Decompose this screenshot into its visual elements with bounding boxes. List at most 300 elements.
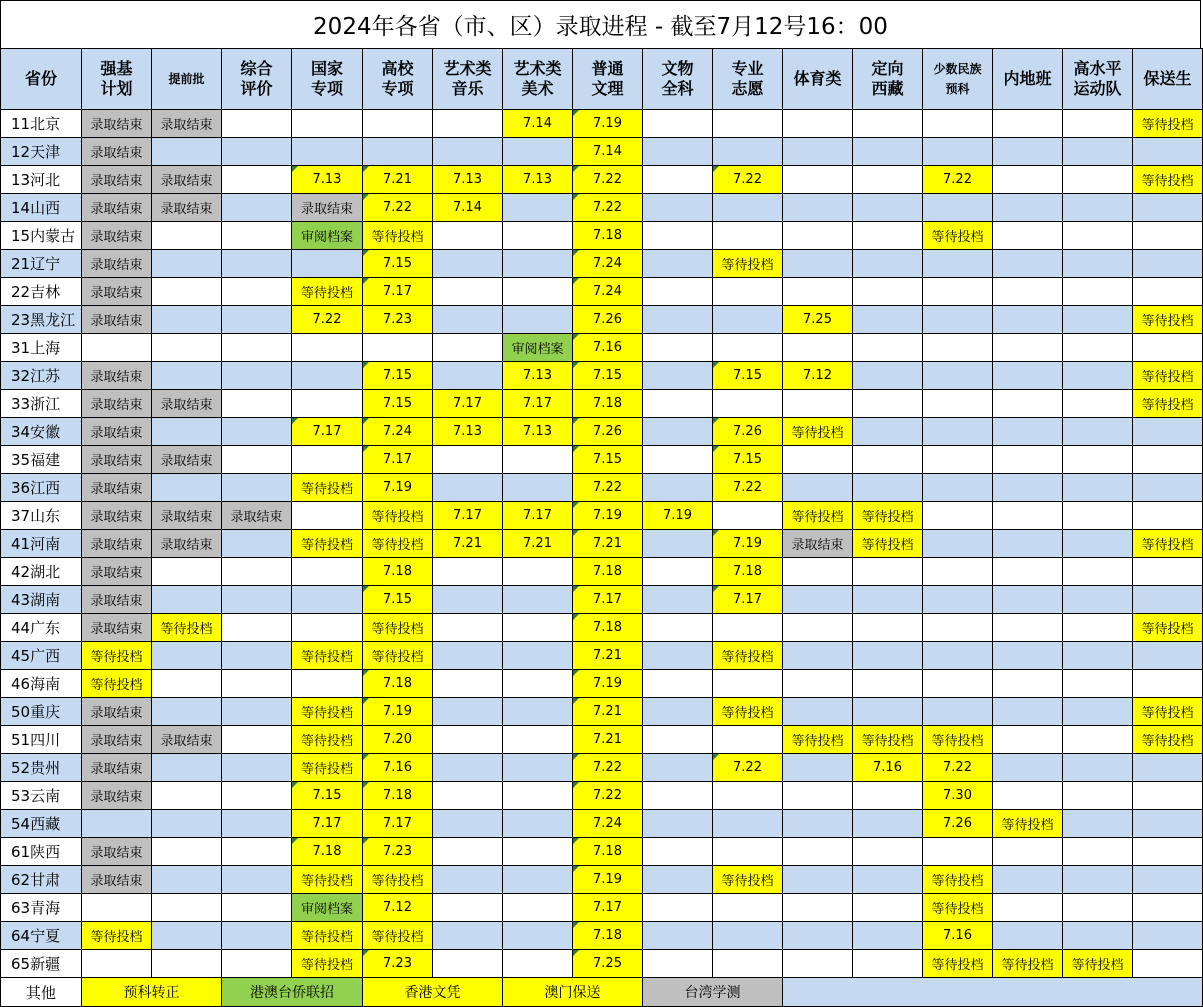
status-cell[interactable]: 7.18: [573, 558, 643, 586]
status-cell[interactable]: [643, 698, 713, 726]
status-cell[interactable]: [853, 614, 923, 642]
status-cell[interactable]: 录取结束: [152, 194, 222, 222]
status-cell[interactable]: 7.17: [433, 390, 503, 418]
status-cell[interactable]: 7.19: [363, 698, 433, 726]
status-cell[interactable]: 等待投档: [923, 950, 993, 978]
status-cell[interactable]: [152, 922, 222, 950]
status-cell[interactable]: [993, 194, 1063, 222]
status-cell[interactable]: 7.12: [783, 362, 853, 390]
status-cell[interactable]: 7.17: [363, 446, 433, 474]
status-cell[interactable]: [222, 278, 292, 306]
status-cell[interactable]: [1063, 754, 1133, 782]
status-cell[interactable]: [1063, 138, 1133, 166]
status-cell[interactable]: 录取结束: [82, 222, 152, 250]
status-cell[interactable]: [993, 278, 1063, 306]
status-cell[interactable]: 等待投档: [713, 866, 783, 894]
status-cell[interactable]: 录取结束: [82, 754, 152, 782]
status-cell[interactable]: [152, 306, 222, 334]
status-cell[interactable]: 7.17: [292, 810, 363, 838]
header-cell[interactable]: [923, 49, 993, 110]
header-cell[interactable]: [1063, 49, 1133, 110]
status-cell[interactable]: 等待投档: [993, 950, 1063, 978]
status-cell[interactable]: [923, 306, 993, 334]
status-cell[interactable]: [152, 670, 222, 698]
status-cell[interactable]: [1133, 838, 1203, 866]
status-cell[interactable]: [853, 866, 923, 894]
status-cell[interactable]: [433, 922, 503, 950]
status-cell[interactable]: [1063, 614, 1133, 642]
status-cell[interactable]: [1133, 278, 1203, 306]
footer-label[interactable]: 其他: [1, 978, 82, 1007]
status-cell[interactable]: [433, 306, 503, 334]
status-cell[interactable]: [643, 866, 713, 894]
status-cell[interactable]: [853, 306, 923, 334]
status-cell[interactable]: [433, 362, 503, 390]
status-cell[interactable]: 7.26: [573, 418, 643, 446]
status-cell[interactable]: [1133, 138, 1203, 166]
status-cell[interactable]: [923, 586, 993, 614]
status-cell[interactable]: [993, 166, 1063, 194]
status-cell[interactable]: 等待投档: [923, 726, 993, 754]
status-cell[interactable]: 7.15: [363, 250, 433, 278]
status-cell[interactable]: 7.22: [923, 166, 993, 194]
status-cell[interactable]: 录取结束: [82, 586, 152, 614]
status-cell[interactable]: 7.22: [573, 474, 643, 502]
status-cell[interactable]: [433, 642, 503, 670]
status-cell[interactable]: 7.14: [573, 138, 643, 166]
status-cell[interactable]: [713, 306, 783, 334]
status-cell[interactable]: [433, 278, 503, 306]
status-cell[interactable]: [152, 474, 222, 502]
province-cell[interactable]: 63青海: [1, 894, 82, 922]
status-cell[interactable]: [503, 670, 573, 698]
status-cell[interactable]: [433, 250, 503, 278]
status-cell[interactable]: [993, 922, 1063, 950]
status-cell[interactable]: [853, 278, 923, 306]
status-cell[interactable]: [993, 670, 1063, 698]
status-cell[interactable]: [433, 138, 503, 166]
status-cell[interactable]: 7.13: [292, 166, 363, 194]
status-cell[interactable]: 等待投档: [713, 698, 783, 726]
status-cell[interactable]: [1063, 530, 1133, 558]
status-cell[interactable]: 等待投档: [363, 614, 433, 642]
status-cell[interactable]: 录取结束: [82, 838, 152, 866]
status-cell[interactable]: [783, 474, 853, 502]
status-cell[interactable]: [853, 138, 923, 166]
status-cell[interactable]: 录取结束: [82, 558, 152, 586]
status-cell[interactable]: [1063, 894, 1133, 922]
status-cell[interactable]: 录取结束: [82, 110, 152, 138]
status-cell[interactable]: [222, 222, 292, 250]
status-cell[interactable]: [82, 334, 152, 362]
status-cell[interactable]: [433, 474, 503, 502]
status-cell[interactable]: [433, 334, 503, 362]
status-cell[interactable]: [643, 726, 713, 754]
province-cell[interactable]: 34安徽: [1, 418, 82, 446]
status-cell[interactable]: 7.18: [573, 614, 643, 642]
status-cell[interactable]: [503, 950, 573, 978]
status-cell[interactable]: 7.22: [363, 194, 433, 222]
status-cell[interactable]: 7.13: [503, 166, 573, 194]
status-cell[interactable]: [503, 922, 573, 950]
status-cell[interactable]: [222, 166, 292, 194]
status-cell[interactable]: [433, 698, 503, 726]
province-cell[interactable]: 45广西: [1, 642, 82, 670]
status-cell[interactable]: [433, 754, 503, 782]
status-cell[interactable]: [783, 390, 853, 418]
status-cell[interactable]: 7.25: [783, 306, 853, 334]
status-cell[interactable]: [222, 446, 292, 474]
status-cell[interactable]: 录取结束: [82, 474, 152, 502]
status-cell[interactable]: [222, 838, 292, 866]
status-cell[interactable]: [993, 866, 1063, 894]
status-cell[interactable]: [222, 614, 292, 642]
status-cell[interactable]: [503, 838, 573, 866]
status-cell[interactable]: [433, 950, 503, 978]
status-cell[interactable]: [993, 642, 1063, 670]
status-cell[interactable]: 等待投档: [1063, 950, 1133, 978]
status-cell[interactable]: [993, 838, 1063, 866]
status-cell[interactable]: [853, 698, 923, 726]
status-cell[interactable]: 7.15: [363, 586, 433, 614]
province-cell[interactable]: 46海南: [1, 670, 82, 698]
status-cell[interactable]: [853, 782, 923, 810]
status-cell[interactable]: [783, 614, 853, 642]
status-cell[interactable]: [503, 474, 573, 502]
status-cell[interactable]: [993, 586, 1063, 614]
status-cell[interactable]: [503, 726, 573, 754]
status-cell[interactable]: 7.19: [573, 670, 643, 698]
status-cell[interactable]: 等待投档: [363, 922, 433, 950]
status-cell[interactable]: [643, 474, 713, 502]
status-cell[interactable]: [1063, 362, 1133, 390]
status-cell[interactable]: 录取结束: [82, 390, 152, 418]
status-cell[interactable]: [1133, 866, 1203, 894]
status-cell[interactable]: [433, 838, 503, 866]
status-cell[interactable]: [923, 474, 993, 502]
status-cell[interactable]: [1063, 306, 1133, 334]
status-cell[interactable]: [643, 782, 713, 810]
status-cell[interactable]: [783, 866, 853, 894]
status-cell[interactable]: 等待投档: [292, 922, 363, 950]
status-cell[interactable]: 等待投档: [783, 418, 853, 446]
status-cell[interactable]: 录取结束: [82, 306, 152, 334]
status-cell[interactable]: 等待投档: [82, 922, 152, 950]
status-cell[interactable]: 等待投档: [82, 670, 152, 698]
status-cell[interactable]: [993, 474, 1063, 502]
status-cell[interactable]: 7.22: [573, 754, 643, 782]
status-cell[interactable]: 录取结束: [82, 446, 152, 474]
status-cell[interactable]: 等待投档: [1133, 166, 1203, 194]
status-cell[interactable]: [713, 810, 783, 838]
status-cell[interactable]: [783, 334, 853, 362]
status-cell[interactable]: [783, 922, 853, 950]
status-cell[interactable]: 7.21: [573, 698, 643, 726]
status-cell[interactable]: [1063, 502, 1133, 530]
province-cell[interactable]: 35福建: [1, 446, 82, 474]
status-cell[interactable]: 等待投档: [853, 726, 923, 754]
status-cell[interactable]: [433, 810, 503, 838]
province-cell[interactable]: 21辽宁: [1, 250, 82, 278]
status-cell[interactable]: [783, 110, 853, 138]
status-cell[interactable]: 7.19: [363, 474, 433, 502]
status-cell[interactable]: 录取结束: [82, 698, 152, 726]
status-cell[interactable]: 录取结束: [82, 250, 152, 278]
status-cell[interactable]: [993, 362, 1063, 390]
status-cell[interactable]: 7.19: [573, 110, 643, 138]
status-cell[interactable]: [152, 894, 222, 922]
status-cell[interactable]: [643, 194, 713, 222]
status-cell[interactable]: [1133, 642, 1203, 670]
status-cell[interactable]: 录取结束: [82, 530, 152, 558]
status-cell[interactable]: 7.24: [573, 810, 643, 838]
status-cell[interactable]: 等待投档: [152, 614, 222, 642]
status-cell[interactable]: [503, 446, 573, 474]
status-cell[interactable]: [713, 222, 783, 250]
status-cell[interactable]: [643, 754, 713, 782]
status-cell[interactable]: 7.21: [573, 642, 643, 670]
province-cell[interactable]: 33浙江: [1, 390, 82, 418]
status-cell[interactable]: [783, 838, 853, 866]
status-cell[interactable]: [222, 250, 292, 278]
status-cell[interactable]: 7.20: [363, 726, 433, 754]
status-cell[interactable]: 7.15: [573, 446, 643, 474]
status-cell[interactable]: 7.17: [503, 502, 573, 530]
status-cell[interactable]: [923, 418, 993, 446]
status-cell[interactable]: 等待投档: [363, 222, 433, 250]
status-cell[interactable]: 7.30: [923, 782, 993, 810]
province-cell[interactable]: 65新疆: [1, 950, 82, 978]
province-cell[interactable]: 13河北: [1, 166, 82, 194]
status-cell[interactable]: [643, 642, 713, 670]
status-cell[interactable]: 等待投档: [1133, 390, 1203, 418]
status-cell[interactable]: 录取结束: [82, 866, 152, 894]
status-cell[interactable]: [222, 810, 292, 838]
status-cell[interactable]: [363, 110, 433, 138]
status-cell[interactable]: [923, 362, 993, 390]
status-cell[interactable]: 7.22: [713, 754, 783, 782]
status-cell[interactable]: [993, 138, 1063, 166]
status-cell[interactable]: [503, 866, 573, 894]
status-cell[interactable]: 7.24: [573, 250, 643, 278]
status-cell[interactable]: [152, 642, 222, 670]
province-cell[interactable]: 53云南: [1, 782, 82, 810]
status-cell[interactable]: [222, 138, 292, 166]
status-cell[interactable]: 等待投档: [292, 278, 363, 306]
status-cell[interactable]: 录取结束: [152, 110, 222, 138]
status-cell[interactable]: [222, 334, 292, 362]
status-cell[interactable]: [1063, 194, 1133, 222]
status-cell[interactable]: [1133, 250, 1203, 278]
status-cell[interactable]: [363, 138, 433, 166]
status-cell[interactable]: 7.21: [573, 726, 643, 754]
status-cell[interactable]: 录取结束: [222, 502, 292, 530]
status-cell[interactable]: [713, 894, 783, 922]
status-cell[interactable]: [222, 558, 292, 586]
status-cell[interactable]: 7.18: [363, 558, 433, 586]
status-cell[interactable]: [853, 446, 923, 474]
status-cell[interactable]: [222, 698, 292, 726]
province-cell[interactable]: 52贵州: [1, 754, 82, 782]
status-cell[interactable]: 7.15: [713, 446, 783, 474]
status-cell[interactable]: [152, 586, 222, 614]
status-cell[interactable]: [993, 446, 1063, 474]
header-cell[interactable]: [1133, 49, 1203, 110]
footer-item-macau[interactable]: 澳门保送: [503, 978, 643, 1007]
status-cell[interactable]: [222, 922, 292, 950]
province-cell[interactable]: 44广东: [1, 614, 82, 642]
status-cell[interactable]: 7.18: [573, 838, 643, 866]
status-cell[interactable]: 7.17: [713, 586, 783, 614]
status-cell[interactable]: [292, 614, 363, 642]
status-cell[interactable]: [783, 642, 853, 670]
status-cell[interactable]: [993, 334, 1063, 362]
status-cell[interactable]: 7.19: [713, 530, 783, 558]
status-cell[interactable]: [503, 754, 573, 782]
status-cell[interactable]: [433, 586, 503, 614]
status-cell[interactable]: 等待投档: [292, 754, 363, 782]
status-cell[interactable]: [222, 642, 292, 670]
status-cell[interactable]: 7.13: [433, 166, 503, 194]
status-cell[interactable]: [222, 670, 292, 698]
footer-item-hk-diploma[interactable]: 香港文凭: [363, 978, 503, 1007]
status-cell[interactable]: [152, 950, 222, 978]
status-cell[interactable]: [853, 838, 923, 866]
status-cell[interactable]: [643, 306, 713, 334]
status-cell[interactable]: [923, 194, 993, 222]
status-cell[interactable]: 7.15: [363, 362, 433, 390]
status-cell[interactable]: [152, 866, 222, 894]
status-cell[interactable]: [222, 390, 292, 418]
status-cell[interactable]: [503, 558, 573, 586]
status-cell[interactable]: 7.16: [923, 922, 993, 950]
header-cell[interactable]: [152, 49, 222, 110]
status-cell[interactable]: [643, 222, 713, 250]
status-cell[interactable]: [433, 222, 503, 250]
status-cell[interactable]: [993, 754, 1063, 782]
status-cell[interactable]: [152, 810, 222, 838]
status-cell[interactable]: 7.22: [292, 306, 363, 334]
status-cell[interactable]: 等待投档: [292, 726, 363, 754]
status-cell[interactable]: 7.18: [573, 222, 643, 250]
status-cell[interactable]: [503, 698, 573, 726]
status-cell[interactable]: 7.19: [573, 866, 643, 894]
status-cell[interactable]: [1133, 194, 1203, 222]
status-cell[interactable]: [853, 894, 923, 922]
status-cell[interactable]: [82, 894, 152, 922]
status-cell[interactable]: 7.16: [853, 754, 923, 782]
status-cell[interactable]: [853, 418, 923, 446]
header-cell[interactable]: [503, 49, 573, 110]
header-cell[interactable]: [643, 49, 713, 110]
status-cell[interactable]: [853, 474, 923, 502]
status-cell[interactable]: [783, 754, 853, 782]
status-cell[interactable]: [1063, 222, 1133, 250]
status-cell[interactable]: 等待投档: [1133, 306, 1203, 334]
status-cell[interactable]: 等待投档: [713, 250, 783, 278]
province-cell[interactable]: 22吉林: [1, 278, 82, 306]
status-cell[interactable]: [643, 278, 713, 306]
status-cell[interactable]: 7.17: [363, 810, 433, 838]
status-cell[interactable]: [292, 586, 363, 614]
status-cell[interactable]: [923, 698, 993, 726]
status-cell[interactable]: [923, 642, 993, 670]
status-cell[interactable]: 等待投档: [363, 866, 433, 894]
status-cell[interactable]: [82, 810, 152, 838]
status-cell[interactable]: [292, 362, 363, 390]
status-cell[interactable]: 7.21: [503, 530, 573, 558]
status-cell[interactable]: [503, 278, 573, 306]
status-cell[interactable]: [152, 278, 222, 306]
status-cell[interactable]: [1133, 558, 1203, 586]
footer-item-taiwan[interactable]: 台湾学测: [643, 978, 783, 1007]
province-cell[interactable]: 32江苏: [1, 362, 82, 390]
status-cell[interactable]: [503, 306, 573, 334]
status-cell[interactable]: [503, 222, 573, 250]
status-cell[interactable]: 录取结束: [82, 418, 152, 446]
status-cell[interactable]: [993, 306, 1063, 334]
status-cell[interactable]: [993, 390, 1063, 418]
status-cell[interactable]: [152, 698, 222, 726]
status-cell[interactable]: [783, 446, 853, 474]
status-cell[interactable]: [1063, 250, 1133, 278]
footer-item-gangaotai[interactable]: 港澳台侨联招: [222, 978, 363, 1007]
status-cell[interactable]: [923, 502, 993, 530]
status-cell[interactable]: [923, 278, 993, 306]
status-cell[interactable]: 等待投档: [713, 642, 783, 670]
status-cell[interactable]: [1133, 222, 1203, 250]
status-cell[interactable]: [503, 894, 573, 922]
status-cell[interactable]: [713, 922, 783, 950]
status-cell[interactable]: [1133, 894, 1203, 922]
status-cell[interactable]: [1133, 586, 1203, 614]
status-cell[interactable]: [222, 586, 292, 614]
status-cell[interactable]: 等待投档: [1133, 362, 1203, 390]
status-cell[interactable]: 录取结束: [82, 362, 152, 390]
status-cell[interactable]: [643, 390, 713, 418]
footer-item-yuke[interactable]: 预科转正: [82, 978, 222, 1007]
status-cell[interactable]: [1063, 166, 1133, 194]
status-cell[interactable]: 审阅档案: [292, 894, 363, 922]
status-cell[interactable]: [713, 194, 783, 222]
status-cell[interactable]: [1063, 726, 1133, 754]
status-cell[interactable]: 等待投档: [1133, 698, 1203, 726]
status-cell[interactable]: [643, 894, 713, 922]
status-cell[interactable]: [1063, 390, 1133, 418]
status-cell[interactable]: [713, 950, 783, 978]
status-cell[interactable]: [783, 138, 853, 166]
status-cell[interactable]: [853, 950, 923, 978]
status-cell[interactable]: 录取结束: [152, 446, 222, 474]
header-cell[interactable]: [82, 49, 152, 110]
header-cell[interactable]: [292, 49, 363, 110]
status-cell[interactable]: 等待投档: [292, 698, 363, 726]
status-cell[interactable]: 等待投档: [1133, 110, 1203, 138]
status-cell[interactable]: [643, 530, 713, 558]
status-cell[interactable]: [643, 586, 713, 614]
status-cell[interactable]: [993, 110, 1063, 138]
status-cell[interactable]: [292, 390, 363, 418]
status-cell[interactable]: 7.18: [713, 558, 783, 586]
status-cell[interactable]: 7.18: [363, 782, 433, 810]
status-cell[interactable]: [1063, 642, 1133, 670]
status-cell[interactable]: [643, 446, 713, 474]
province-cell[interactable]: 61陕西: [1, 838, 82, 866]
status-cell[interactable]: [433, 670, 503, 698]
status-cell[interactable]: 7.14: [503, 110, 573, 138]
province-cell[interactable]: 11北京: [1, 110, 82, 138]
status-cell[interactable]: [152, 138, 222, 166]
